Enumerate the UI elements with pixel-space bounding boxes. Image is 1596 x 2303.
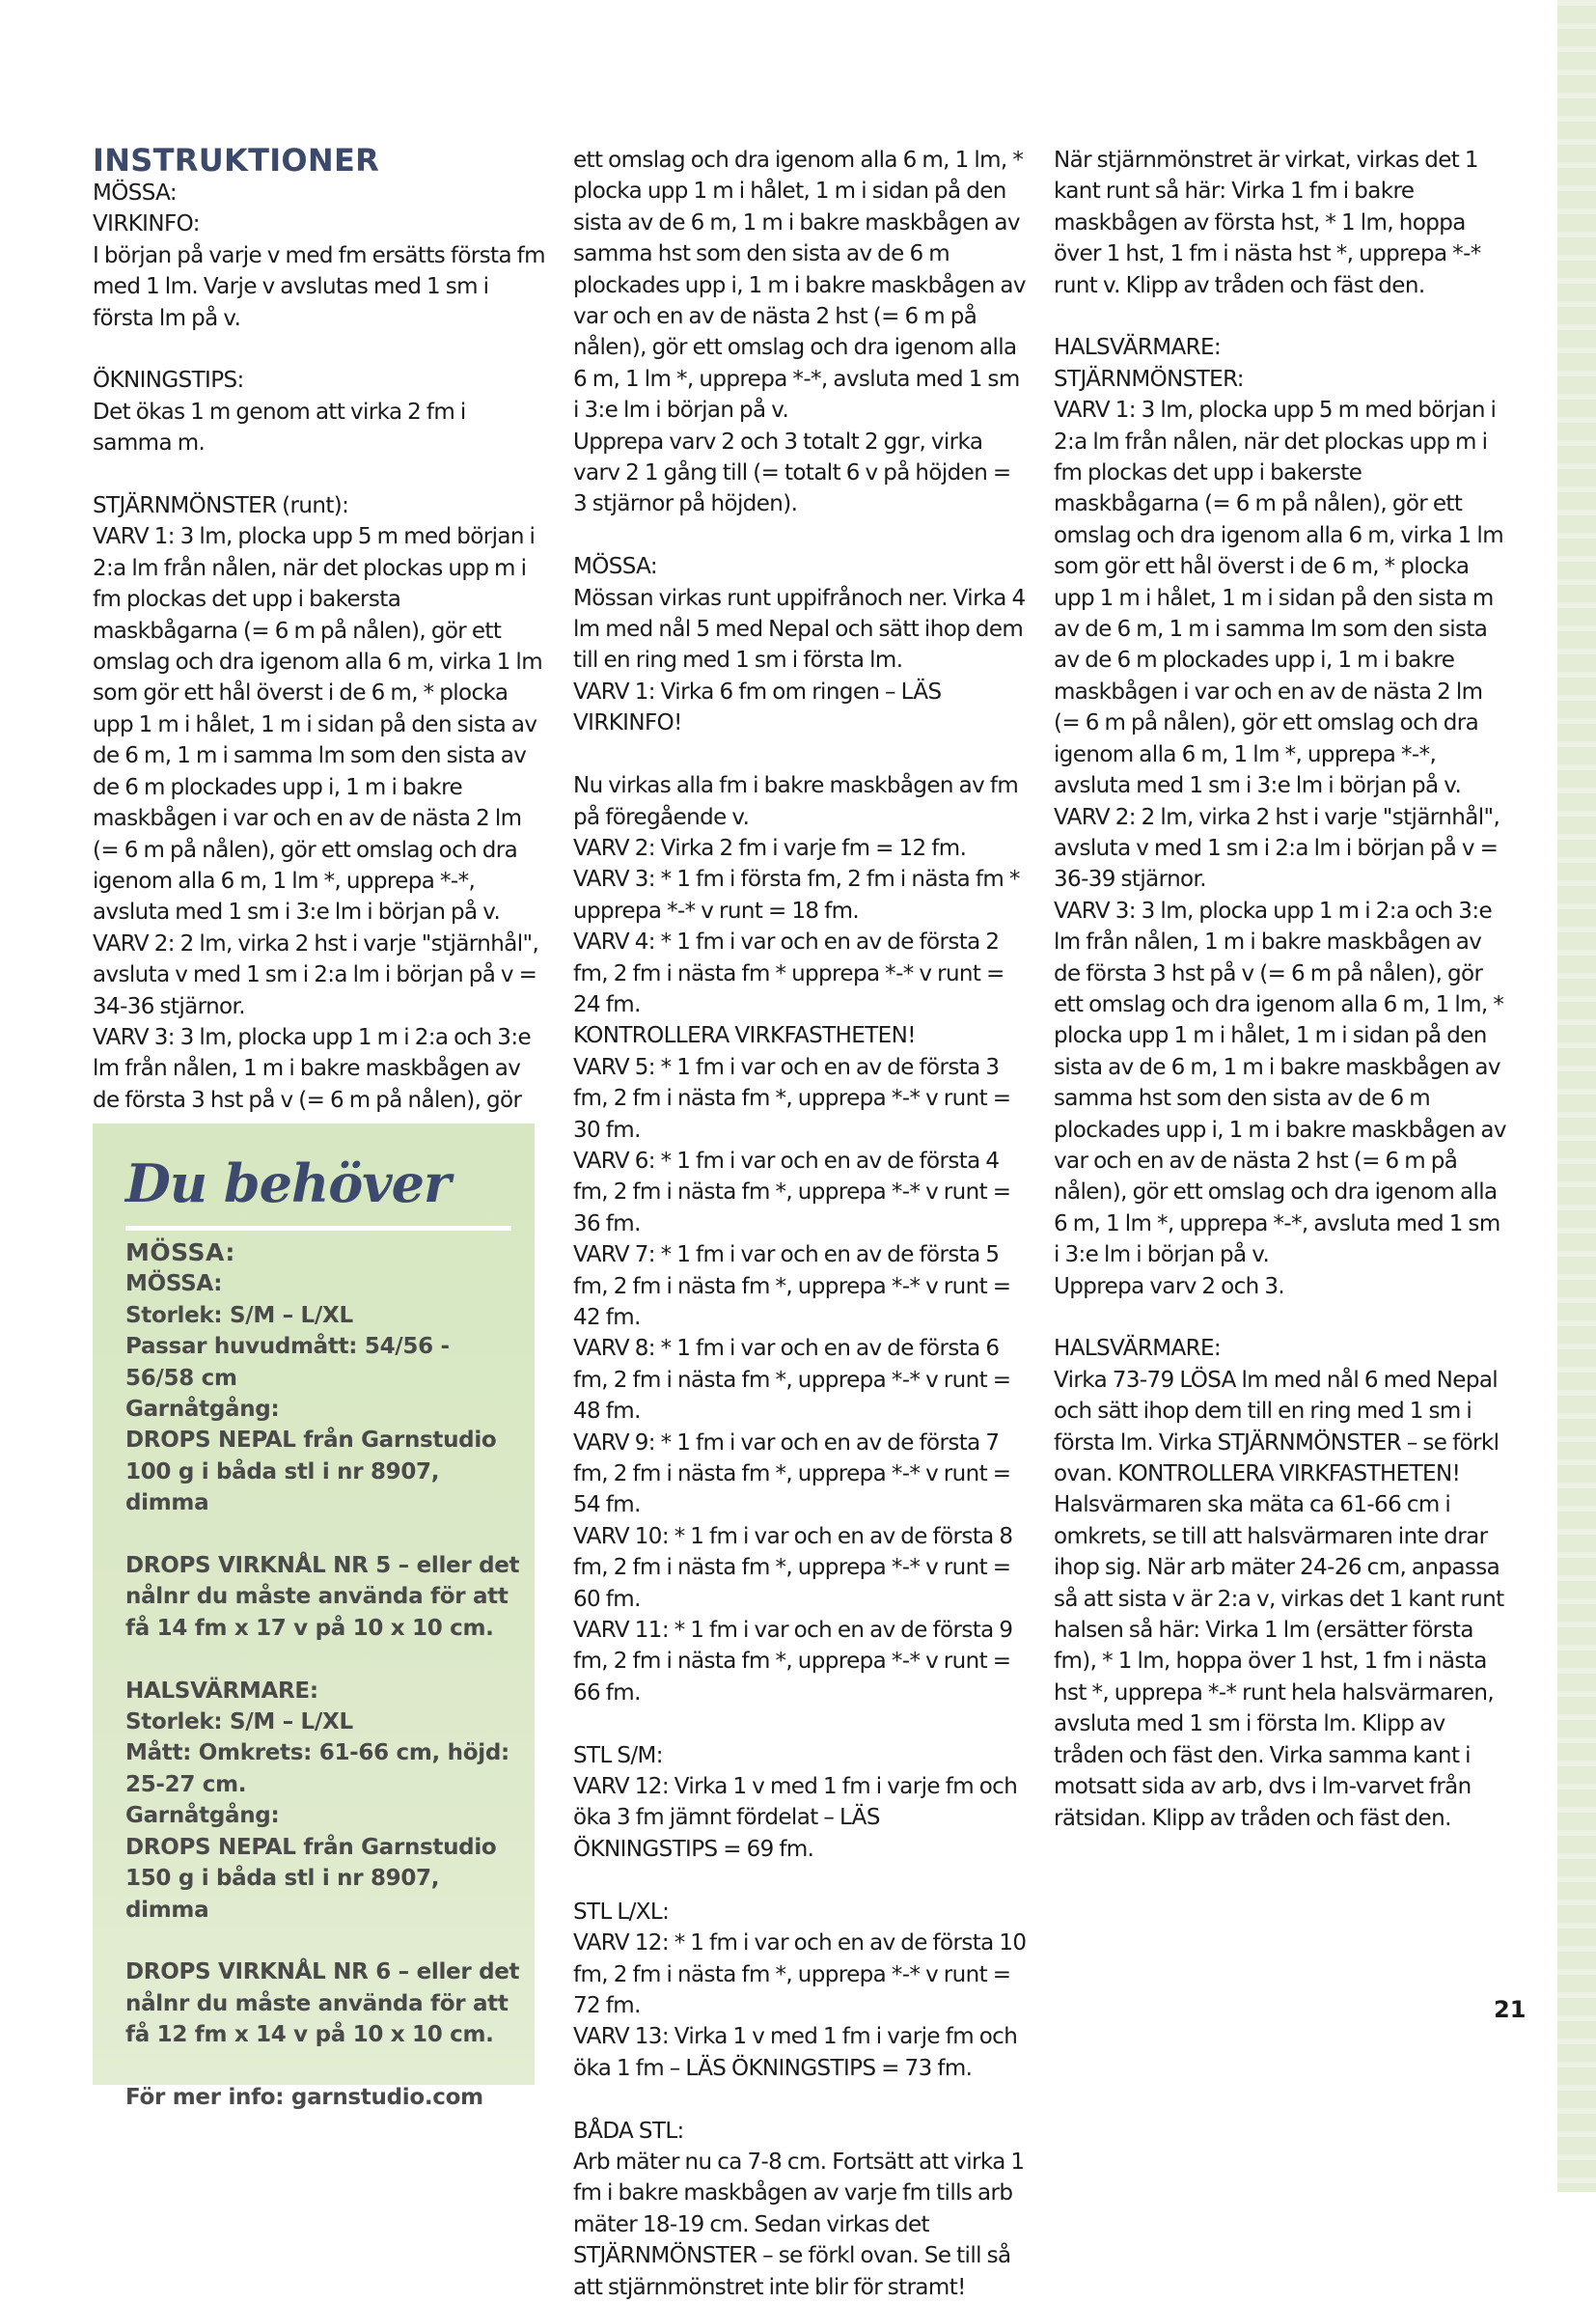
materials-line: Passar huvudmått: 54/56 - 56/58 cm [125, 1334, 450, 1391]
paragraph: VARV 10: * 1 fm i var och en av de första 8 fm, 2 fm i nästa fm *, upprepa *-* v runt = 60 fm. [573, 1523, 1013, 1612]
paragraph: Arb mäter nu ca 7-8 cm. Fortsätt att virka 1 fm i bakre maskbågen av varje fm tills arb mäter 18-19 cm. Sedan virkas det STJÄRNMÖNSTER – se förkl ovan. Se till så att stjärnmönstret inte blir för stramt! [573, 2149, 1025, 2300]
materials-list [125, 1237, 521, 2113]
paragraph: VARV 4: * 1 fm i var och en av de första 2 fm, 2 fm i nästa fm * upprepa *-* v runt = 24 fm. [573, 930, 1004, 1017]
paragraph: VARV 2: Virka 2 fm i varje fm = 12 fm. [573, 835, 967, 861]
materials-line: DROPS VIRKNÅL NR 5 – eller det nålnr du måste använda för att få 14 fm x 17 v på 10 x 10 cm. [125, 1553, 520, 1641]
paragraph: VARV 9: * 1 fm i var och en av de första 7 fm, 2 fm i nästa fm *, upprepa *-* v runt = 54 fm. [573, 1429, 1011, 1518]
paragraph: VARV 7: * 1 fm i var och en av de första 5 fm, 2 fm i nästa fm *, upprepa *-* v runt = 42 fm. [573, 1242, 1011, 1330]
paragraph: STJÄRNMÖNSTER: [1054, 366, 1244, 392]
column-1 [93, 143, 546, 1116]
paragraph: VARV 5: * 1 fm i var och en av de första 3 fm, 2 fm i nästa fm *, upprepa *-* v runt = 30 fm. [573, 1054, 1011, 1143]
materials-line: Garnåtgång: [125, 1803, 280, 1829]
paragraph: I början på varje v med fm ersätts första fm med 1 lm. Varje v avslutas med 1 sm i första lm på v. [93, 242, 545, 331]
paragraph: VARV 8: * 1 fm i var och en av de första 6 fm, 2 fm i nästa fm *, upprepa *-* v runt = 48 fm. [573, 1336, 1011, 1425]
paragraph: VARV 1: 3 lm, plocka upp 5 m med början i 2:a lm från nålen, när det plockas upp m i fm plockas det upp i bakersta maskbågarna (= 6 m på nålen), gör ett omslag och dra igenom alla 6 m, virka 1 lm som gör ett hål överst i de 6 m, * plocka upp 1 m i hålet, 1 m i sidan på den sista av de 6 m, 1 m i samma lm som den sista av de 6 m plockades upp i, 1 m i bakre maskbågen i var och en av de nästa 2 lm (= 6 m på nålen), gör ett omslag och dra igenom alla 6 m, 1 lm *, upprepa *-*, avsluta med 1 sm i 3:e lm i början på v. [93, 524, 542, 926]
materials-line: Storlek: S/M – L/XL [125, 1302, 353, 1328]
materials-line: DROPS NEPAL från Garnstudio 150 g i båda stl i nr 8907, dimma [125, 1834, 497, 1923]
paragraph: ÖKNINGSTIPS: [93, 368, 244, 394]
paragraph: Upprepa varv 2 och 3 totalt 2 ggr, virka varv 2 1 gång till (= totalt 6 v på höjden = 3 stjärnor på höjden). [573, 429, 1011, 517]
paragraph: VARV 6: * 1 fm i var och en av de första 4 fm, 2 fm i nästa fm *, upprepa *-* v runt = 36 fm. [573, 1148, 1011, 1236]
paragraph: STL L/XL: [573, 1899, 670, 1925]
materials-line: För mer info: garnstudio.com [125, 2084, 483, 2110]
paragraph: VARV 1: Virka 6 fm om ringen – LÄS VIRKINFO! [573, 679, 942, 736]
paragraph: Mössan virkas runt uppifrånoch ner. Virka 4 lm med nål 5 med Nepal och sätt ihop dem till en ring med 1 sm i första lm. [573, 585, 1026, 674]
paragraph: Upprepa varv 2 och 3. [1054, 1273, 1285, 1299]
paragraph: Nu virkas alla fm i bakre maskbågen av fm på föregående v. [573, 773, 1019, 830]
materials-line: Garnåtgång: [125, 1397, 280, 1423]
paragraph: HALSVÄRMARE: [1054, 1336, 1222, 1362]
paragraph: VARV 12: * 1 fm i var och en av de första 10 fm, 2 fm i nästa fm *, upprepa *-* v runt = 72 fm. [573, 1930, 1027, 2018]
paragraph: VARV 2: 2 lm, virka 2 hst i varje "stjärnhål", avsluta v med 1 sm i 2:a lm i början på v = 34-36 stjärnor. [93, 930, 539, 1019]
materials-line: MÖSSA: [125, 1271, 223, 1297]
paragraph: MÖSSA: [573, 554, 658, 580]
section-heading: INSTRUKTIONER [93, 142, 380, 179]
materials-box-title: Du behöver [125, 1152, 451, 1214]
paragraph: Virka 73-79 LÖSA lm med nål 6 med Nepal och sätt ihop dem till en ring med 1 sm i första lm. Virka STJÄRNMÖNSTER – se förkl ovan. KONTROLLERA VIRKFASTHETEN! Halsvärmaren ska mäta ca 61-66 cm i omkrets, se till att halsvärmaren inte drar ihop sig. När arb mäter 24-26 cm, anpassa så att sista v är 2:a v, virkas det 1 kant runt halsen så här: Virka 1 lm (ersätter första fm), * 1 lm, hoppa över 1 hst, 1 fm i nästa hst *, upprepa *-* runt hela halsvärmaren, avsluta med 1 sm i första lm. Klipp av tråden och fäst den. Virka samma kant i motsatt sida av arb, dvs i lm-varvet från rätsidan. Klipp av tråden och fäst den. [1054, 1367, 1504, 1831]
paragraph: VARV 3: 3 lm, plocka upp 1 m i 2:a och 3:e lm från nålen, 1 m i bakre maskbågen av de första 3 hst på v (= 6 m på nålen), gör [93, 1024, 532, 1113]
paragraph: STL S/M: [573, 1742, 663, 1768]
materials-line: DROPS NEPAL från Garnstudio 100 g i båda stl i nr 8907, dimma [125, 1428, 497, 1516]
paragraph: Det ökas 1 m genom att virka 2 fm i samma m. [93, 399, 466, 457]
paragraph: BÅDA STL: [573, 2118, 684, 2144]
materials-subheading: MÖSSA: [125, 1238, 235, 1266]
paragraph: ett omslag och dra igenom alla 6 m, 1 lm, * plocka upp 1 m i hålet, 1 m i sidan på den sista av de 6 m, 1 m i bakre maskbågen av samma hst som den sista av de 6 m plockades upp i, 1 m i bakre maskbågen av var och en av de nästa 2 hst (= 6 m på nålen), gör ett omslag och dra igenom alla 6 m, 1 lm *, upprepa *-*, avsluta med 1 sm i 3:e lm i början på v. [573, 148, 1026, 424]
paragraph: VARV 3: 3 lm, plocka upp 1 m i 2:a och 3:e lm från nålen, 1 m i bakre maskbågen av de första 3 hst på v (= 6 m på nålen), gör ett omslag och dra igenom alla 6 m, 1 lm, * plocka upp 1 m i hålet, 1 m i sidan på den sista av de 6 m, 1 m i bakre maskbågen av samma hst som den sista av de 6 m plockades upp i, 1 m i bakre maskbågen av var och en av de nästa 2 hst (= 6 m på nålen), gör ett omslag och dra igenom alla 6 m, 1 lm *, upprepa *-*, avsluta med 1 sm i 3:e lm i början på v. [1054, 898, 1506, 1268]
paragraph: VARV 2: 2 lm, virka 2 hst i varje "stjärnhål", avsluta v med 1 sm i 2:a lm i början på v = 36-39 stjärnor. [1054, 804, 1500, 893]
paragraph: När stjärnmönstret är virkat, virkas det 1 kant runt så här: Virka 1 fm i bakre maskbågen av första hst, * 1 lm, hoppa över 1 hst, 1 fm i nästa hst *, upprepa *-* runt v. Klipp av tråden och fäst den. [1054, 148, 1481, 298]
paragraph: VARV 1: 3 lm, plocka upp 5 m med början i 2:a lm från nålen, när det plockas upp m i fm plockas det upp i bakerste maskbågarna (= 6 m på nålen), gör ett omslag och dra igenom alla 6 m, virka 1 lm som gör ett hål överst i de 6 m, * plocka upp 1 m i hålet, 1 m i sidan på den sista m av de 6 m, 1 m i samma lm som den sista av de 6 m plockades upp i, 1 m i bakre maskbågen i var och en av de nästa 2 lm (= 6 m på nålen), gör ett omslag och dra igenom alla 6 m, 1 lm *, upprepa *-*, avsluta med 1 sm i 3:e lm i början på v. [1054, 398, 1503, 799]
materials-line: HALSVÄRMARE: [125, 1678, 318, 1704]
paragraph: VARV 3: * 1 fm i första fm, 2 fm i nästa fm * upprepa *-* v runt = 18 fm. [573, 867, 1020, 924]
paragraph: MÖSSA: [93, 180, 178, 206]
paragraph: KONTROLLERA VIRKFASTHETEN! [573, 1023, 916, 1049]
column-2 [573, 145, 1027, 2303]
paragraph: VARV 13: Virka 1 v med 1 fm i varje fm och öka 1 fm – LÄS ÖKNINGSTIPS = 73 fm. [573, 2024, 1018, 2081]
paragraph: HALSVÄRMARE: [1054, 335, 1222, 361]
decorative-side-stripe [1557, 0, 1596, 2192]
paragraph: STJÄRNMÖNSTER (runt): [93, 493, 349, 519]
paragraph: VARV 11: * 1 fm i var och en av de första 9 fm, 2 fm i nästa fm *, upprepa *-* v runt = 66 fm. [573, 1618, 1013, 1706]
materials-line: Mått: Omkrets: 61-66 cm, höjd: 25-27 cm. [125, 1740, 509, 1797]
paragraph: VARV 12: Virka 1 v med 1 fm i varje fm och öka 3 fm jämnt fördelat – LÄS ÖKNINGSTIPS = 69 fm. [573, 1774, 1018, 1862]
materials-line: Storlek: S/M – L/XL [125, 1709, 353, 1735]
paragraph: VIRKINFO: [93, 211, 200, 237]
page-number: 21 [1494, 1996, 1527, 2023]
column-3 [1054, 145, 1507, 1834]
materials-line: DROPS VIRKNÅL NR 6 – eller det nålnr du måste använda för att få 12 fm x 14 v på 10 x 10 cm. [125, 1959, 520, 2048]
divider [125, 1226, 511, 1231]
materials-box [93, 1124, 535, 2110]
